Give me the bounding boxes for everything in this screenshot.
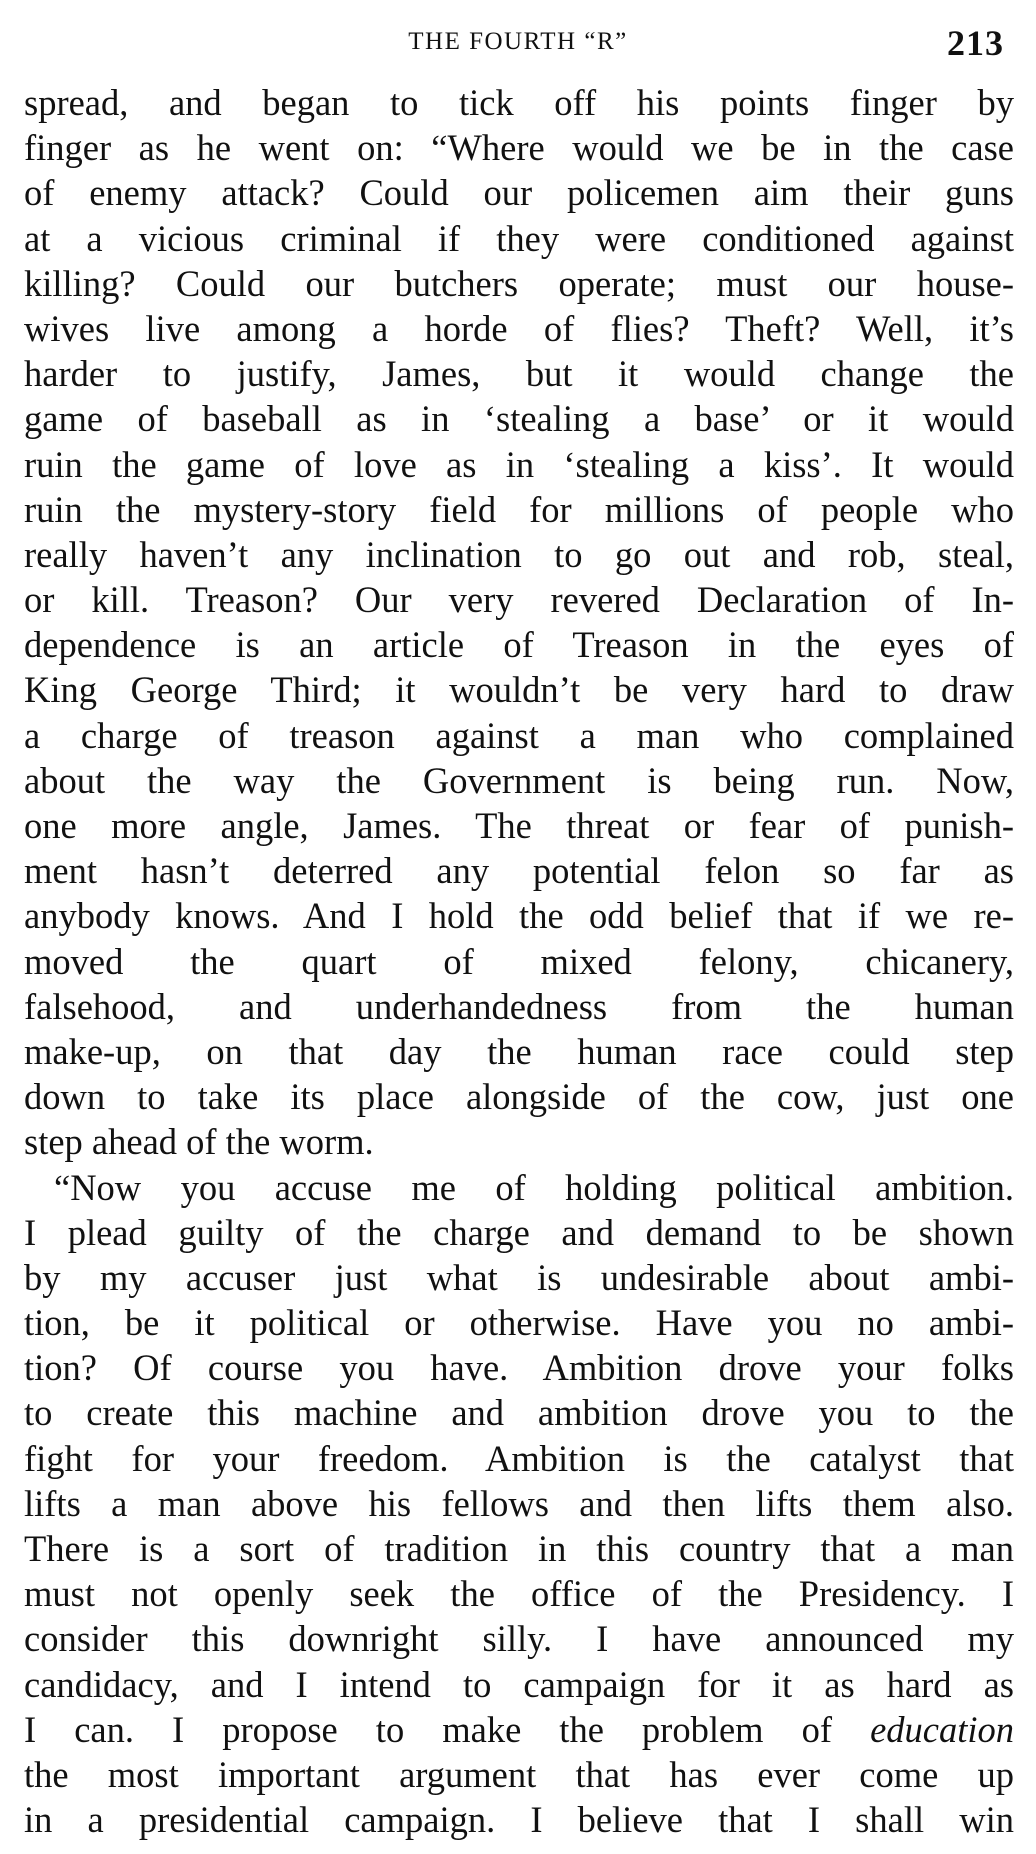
text-line: There is a sort of tradition in this country that a man: [24, 1528, 1014, 1569]
text-line: by my accuser just what is undesirable about ambi-: [24, 1256, 1014, 1298]
text-line: must not openly seek the office of the Presidency. I: [24, 1573, 1014, 1615]
text-line: step ahead of the worm.: [24, 1121, 374, 1163]
text-line-with-emphasis: [24, 1707, 1014, 1752]
text-line: consider this downright silly. I have announced my: [24, 1618, 1014, 1660]
text-line: ment hasn’t deterred any potential felon so far as: [24, 850, 1014, 892]
paragraph-1: [24, 80, 1014, 1165]
text-line: game of baseball as in ‘stealing a base’ or it would: [24, 398, 1014, 440]
text-line: or kill. Treason? Our very revered Declaration of In-: [24, 579, 1014, 621]
text-line: I plead guilty of the charge and demand to be shown: [24, 1211, 1014, 1253]
text-line: harder to justify, James, but it would change the: [24, 353, 1014, 395]
text-line: “Now you accuse me of holding political ambition.: [54, 1166, 1014, 1208]
text-line: falsehood, and underhandedness from the human: [24, 985, 1014, 1027]
body-text: [24, 80, 1014, 1842]
text-line: moved the quart of mixed felony, chicanery,: [24, 940, 1014, 982]
text-line: to create this machine and ambition drove you to the: [24, 1392, 1014, 1434]
text-line: the most important argument that has ever come up: [24, 1753, 1014, 1795]
text-line: fight for your freedom. Ambition is the catalyst that: [24, 1437, 1014, 1479]
text-line: anybody knows. And I hold the odd belief that if we re-: [24, 895, 1014, 937]
text-line: dependence is an article of Treason in the eyes of: [24, 624, 1014, 666]
text-line: finger as he went on: “Where would we be in the case: [24, 127, 1014, 169]
text-line: tion? Of course you have. Ambition drove your folks: [24, 1347, 1014, 1389]
text-line: wives live among a horde of flies? Theft? Well, it’s: [24, 307, 1014, 349]
line-text: I can. I propose to make the problem of: [24, 1708, 833, 1750]
text-line: a charge of treason against a man who complained: [24, 714, 1014, 756]
emphasized-word: education: [870, 1708, 1014, 1750]
text-line: killing? Could our butchers operate; must our house-: [24, 262, 1014, 304]
text-line: ruin the mystery-story field for millions of people who: [24, 488, 1014, 530]
text-line: spread, and began to tick off his points finger by: [24, 82, 1014, 123]
paragraph-2: [24, 1165, 1014, 1843]
text-line: one more angle, James. The threat or fear of punish-: [24, 805, 1014, 846]
text-line: at a vicious criminal if they were conditioned against: [24, 217, 1014, 259]
text-line: candidacy, and I intend to campaign for it as hard as: [24, 1663, 1014, 1705]
text-line: lifts a man above his fellows and then lifts them also.: [24, 1482, 1014, 1524]
text-line: of enemy attack? Could our policemen aim their guns: [24, 172, 1014, 214]
running-head: [0, 18, 1036, 68]
running-title: THE FOURTH “R”: [408, 28, 628, 55]
text-line: King George Third; it wouldn’t be very hard to draw: [24, 669, 1014, 711]
text-line: really haven’t any inclination to go out and rob, steal,: [24, 533, 1014, 575]
text-line: in a presidential campaign. I believe that I shall win: [24, 1799, 1014, 1841]
page-number: 213: [947, 23, 1004, 63]
text-line: about the way the Government is being run. Now,: [24, 759, 1014, 801]
text-line: tion, be it political or otherwise. Have you no ambi-: [24, 1302, 1014, 1344]
text-line: ruin the game of love as in ‘stealing a kiss’. It would: [24, 443, 1014, 485]
text-line: down to take its place alongside of the cow, just one: [24, 1076, 1014, 1118]
text-line: make-up, on that day the human race could step: [24, 1030, 1014, 1072]
